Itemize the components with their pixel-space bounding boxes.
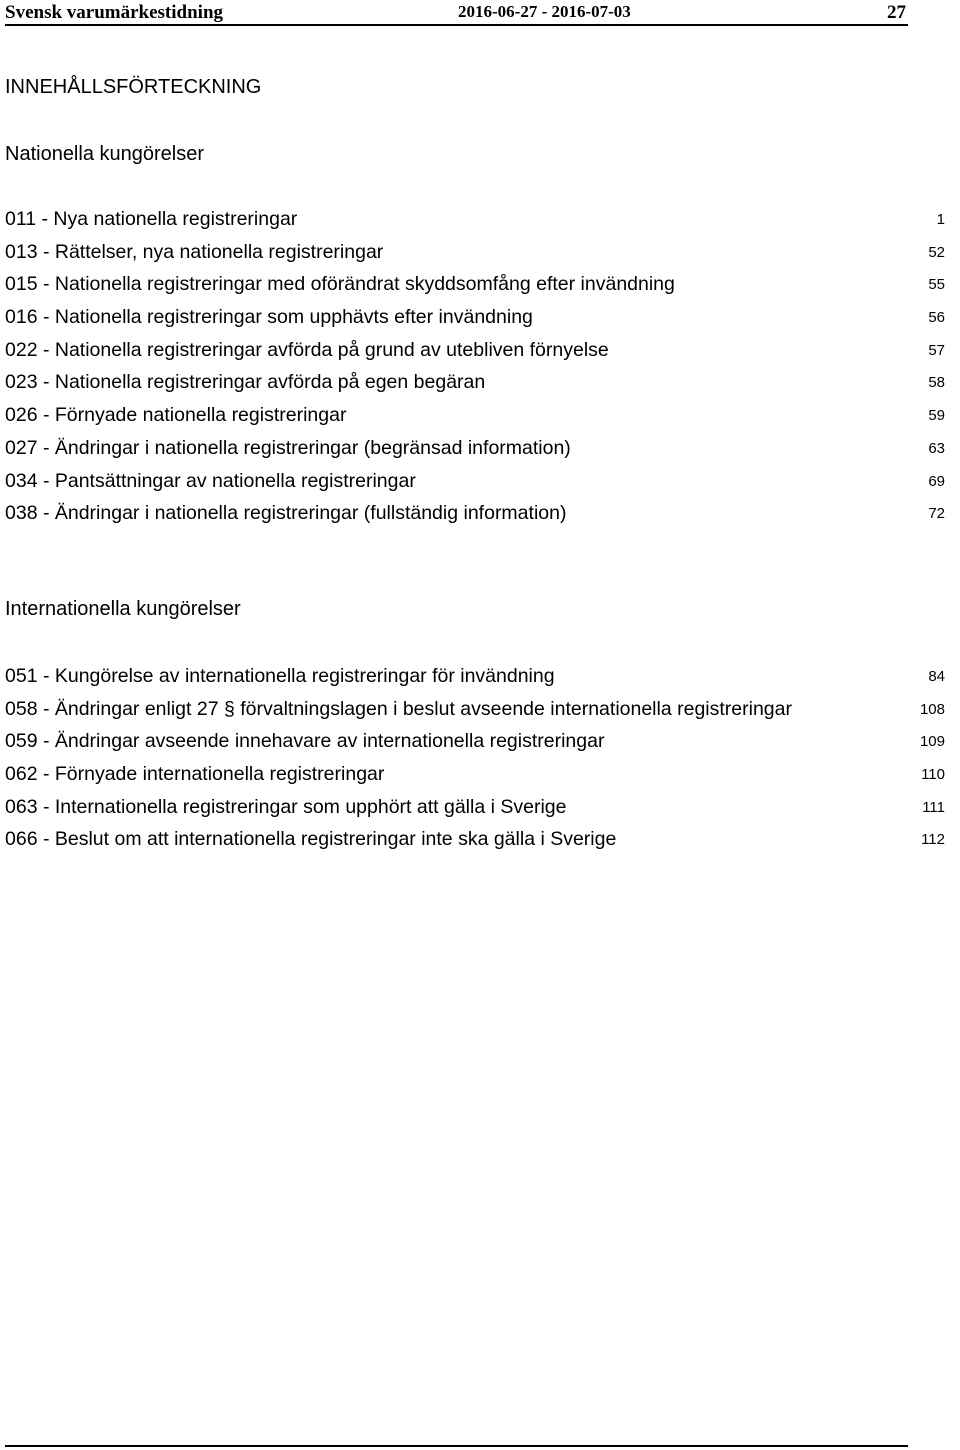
toc-entry[interactable] xyxy=(5,403,945,436)
journal-title: Svensk varumärkestidning xyxy=(5,2,224,23)
toc-entry-page: 112 xyxy=(921,831,945,849)
toc-entry[interactable] xyxy=(5,762,945,795)
toc-entry-text: 022 - Nationella registreringar avförda på grund av utebliven förnyelse xyxy=(5,338,609,361)
toc-entry[interactable] xyxy=(5,664,945,697)
toc-entry-text: 034 - Pantsättningar av nationella registreringar xyxy=(5,469,416,492)
toc-entry-page: 108 xyxy=(919,700,945,718)
toc-entry-page: 57 xyxy=(928,341,945,359)
issue-dates: 2016-06-27 - 2016-07-03 xyxy=(458,2,631,21)
toc-entry[interactable] xyxy=(5,469,945,502)
toc-entry-text: 062 - Förnyade internationella registreringar xyxy=(5,763,385,786)
toc-entry[interactable] xyxy=(5,272,945,305)
toc-entry[interactable] xyxy=(5,207,945,240)
toc-entry[interactable] xyxy=(5,501,945,534)
toc-entry[interactable] xyxy=(5,436,945,469)
toc-entry-text: 038 - Ändringar i nationella registreringar (fullständig information) xyxy=(5,502,567,525)
toc-entry-page: 69 xyxy=(928,472,945,490)
toc-entry-page: 111 xyxy=(922,798,945,816)
toc-entry-text: 015 - Nationella registreringar med oförändrat skyddsomfång efter invändning xyxy=(5,273,675,296)
page-number: 27 xyxy=(887,2,906,23)
toc-entry-text: 013 - Rättelser, nya nationella registreringar xyxy=(5,240,384,263)
toc-entry-text: 066 - Beslut om att internationella registreringar inte ska gälla i Sverige xyxy=(5,828,617,851)
page-header xyxy=(5,0,908,26)
section-heading-international: Internationella kungörelser xyxy=(5,598,241,620)
international-entries xyxy=(5,664,945,860)
section-heading-national: Nationella kungörelser xyxy=(5,143,205,165)
toc-entry[interactable] xyxy=(5,697,945,730)
toc-entry[interactable] xyxy=(5,240,945,273)
toc-entry-text: 026 - Förnyade nationella registreringar xyxy=(5,404,347,427)
toc-entry-text: 023 - Nationella registreringar avförda på egen begäran xyxy=(5,371,486,394)
national-entries xyxy=(5,207,945,534)
toc-entry-page: 52 xyxy=(928,243,945,261)
toc-entry[interactable] xyxy=(5,795,945,828)
toc-entry-page: 110 xyxy=(921,766,945,784)
toc-entry[interactable] xyxy=(5,729,945,762)
toc-entry-page: 63 xyxy=(928,439,945,457)
toc-entry[interactable] xyxy=(5,338,945,371)
toc-entry-page: 58 xyxy=(928,374,945,392)
toc-entry-text: 011 - Nya nationella registreringar xyxy=(5,208,298,230)
toc-entry-text: 063 - Internationella registreringar som upphört att gälla i Sverige xyxy=(5,795,567,818)
toc-entry[interactable] xyxy=(5,827,945,860)
toc-entry-page: 1 xyxy=(936,211,945,228)
toc-entry-page: 56 xyxy=(928,309,945,327)
toc-entry-text: 059 - Ändringar avseende innehavare av internationella registreringar xyxy=(5,730,605,753)
toc-entry-text: 051 - Kungörelse av internationella registreringar för invändning xyxy=(5,665,555,687)
toc-entry-page: 84 xyxy=(928,668,945,685)
toc-entry[interactable] xyxy=(5,305,945,338)
toc-entry-page: 109 xyxy=(919,733,945,751)
toc-entry-page: 59 xyxy=(928,407,945,425)
toc-entry-page: 55 xyxy=(928,276,945,294)
toc-entry-page: 72 xyxy=(928,505,945,523)
footer-rule xyxy=(5,1445,908,1447)
toc-title: INNEHÅLLSFÖRTECKNING xyxy=(5,76,262,98)
toc-entry-text: 016 - Nationella registreringar som upphävts efter invändning xyxy=(5,306,533,329)
toc-entry-text: 058 - Ändringar enligt 27 § förvaltningslagen i beslut avseende internationella registreringar xyxy=(5,697,792,720)
toc-entry-text: 027 - Ändringar i nationella registreringar (begränsad information) xyxy=(5,436,571,459)
toc-entry[interactable] xyxy=(5,370,945,403)
